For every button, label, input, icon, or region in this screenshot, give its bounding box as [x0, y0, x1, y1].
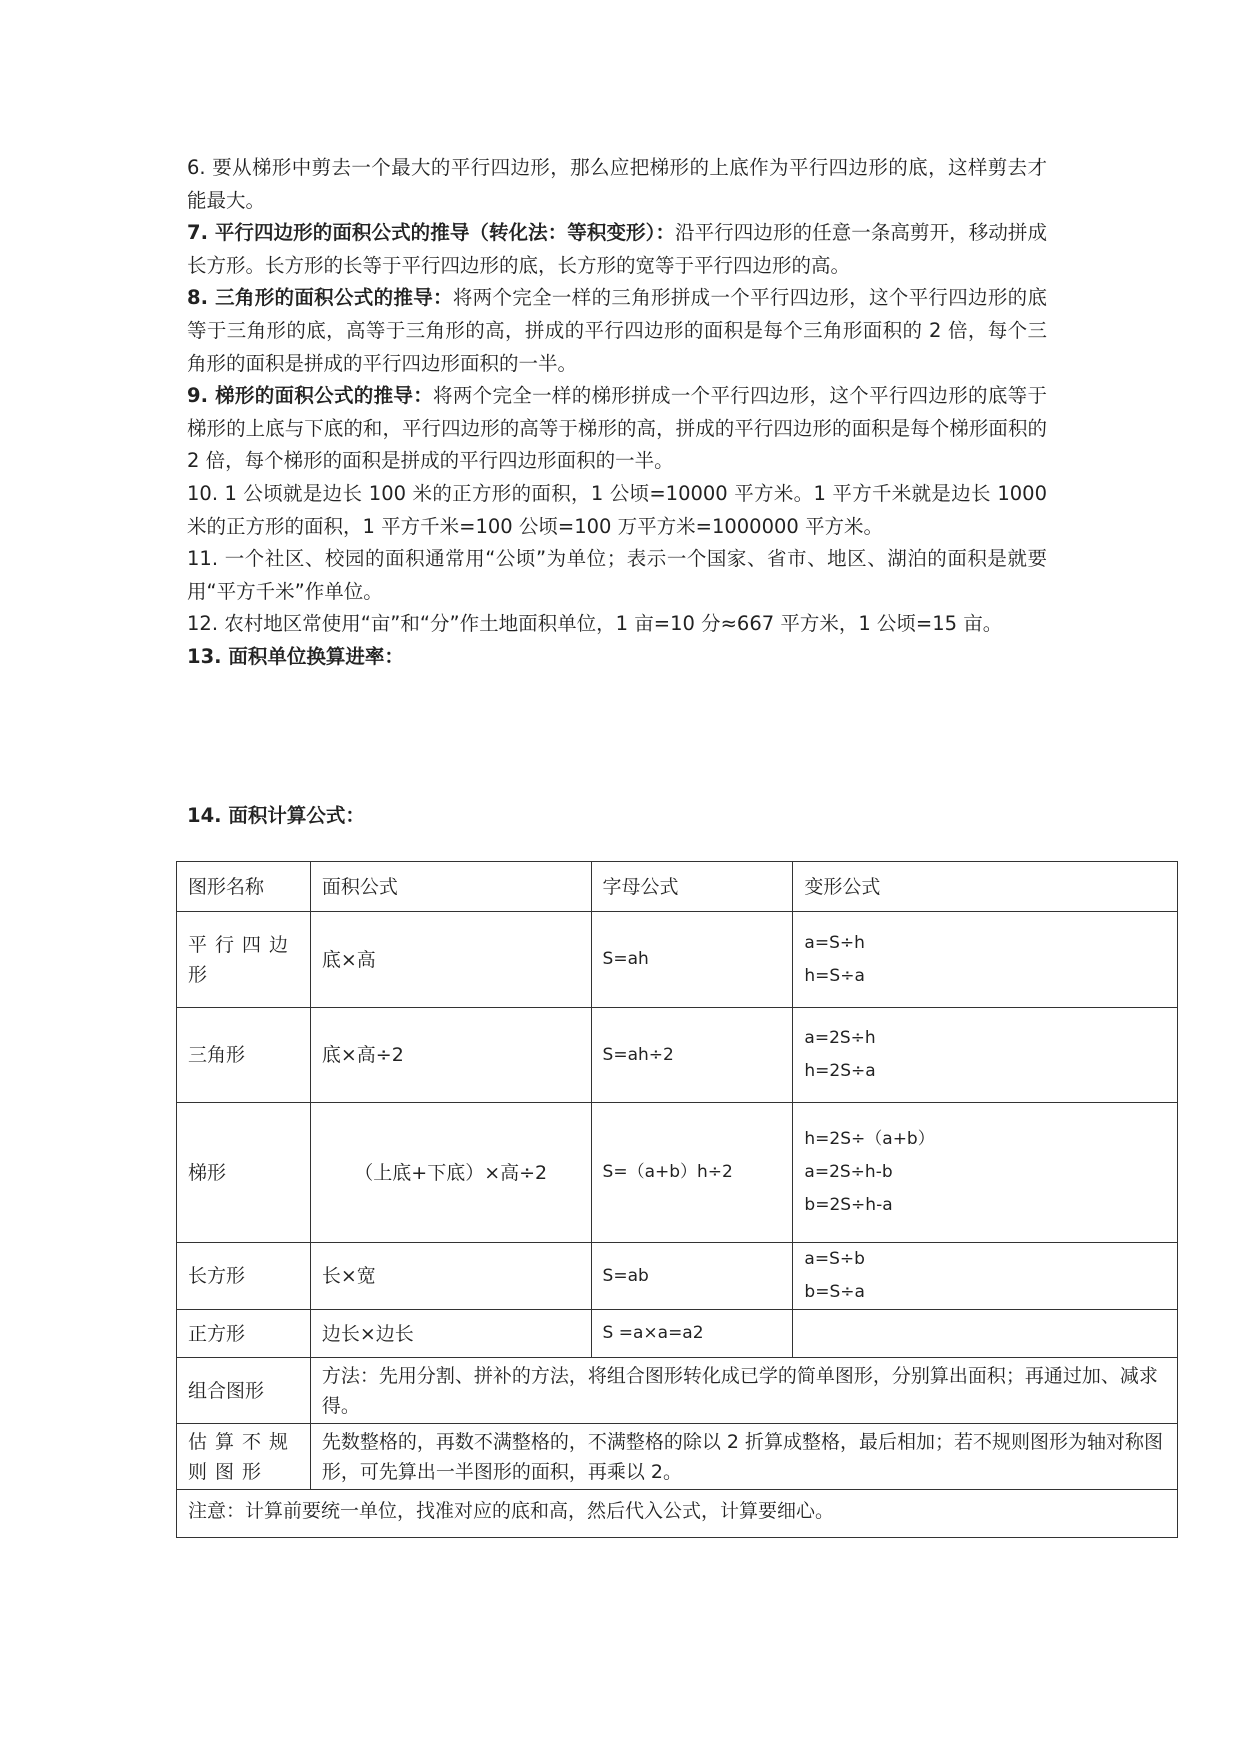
table-row [177, 1310, 1178, 1358]
table-row [177, 1103, 1178, 1243]
shape-name-cell: 平行四边形 [177, 912, 311, 1008]
table-row [177, 1424, 1178, 1490]
variant-line: a=S÷b [804, 1249, 865, 1269]
formula-cell: （上底+下底）×高÷2 [310, 1103, 591, 1243]
variant-formula-cell [793, 1103, 1178, 1243]
main-text [187, 152, 1047, 674]
shape-name-cell: 长方形 [177, 1243, 311, 1310]
letter-formula-cell: S=ab [591, 1243, 793, 1310]
paragraph-6: 6. 要从梯形中剪去一个最大的平行四边形，那么应把梯形的上底作为平行四边形的底，这样剪去才能最大。 [187, 156, 1047, 212]
heading-13: 13. 面积单位换算进率： [187, 644, 404, 668]
variant-line: a=2S÷h [804, 1028, 876, 1048]
paragraph-12: 12. 农村地区常使用“亩”和“分”作土地面积单位，1 亩=10 分≈667 平方米，1 公顷=15 亩。 [187, 612, 1003, 636]
paragraph-11: 11. 一个社区、校园的面积通常用“公顷”为单位；表示一个国家、省市、地区、湖泊的面积是就要用“平方千米”作单位。 [187, 547, 1047, 603]
variant-formula-cell [793, 1310, 1178, 1358]
shape-name-cell: 正方形 [177, 1310, 311, 1358]
area-formula-table [176, 861, 1178, 1538]
variant-line: b=S÷a [804, 1282, 865, 1302]
method-cell: 方法：先用分割、拼补的方法，将组合图形转化成已学的简单图形，分别算出面积；再通过加、减求得。 [310, 1358, 1177, 1424]
letter-formula-cell: S=ah÷2 [591, 1008, 793, 1103]
paragraph-8: 8. 三角形的面积公式的推导：将两个完全一样的三角形拼成一个平行四边形，这个平行四边形的底等于三角形的底，高等于三角形的高，拼成的平行四边形的面积是每个三角形面积的 2 倍，每个三角形的面积是拼成的平行四边形面积的一半。 [187, 286, 1047, 375]
table-note-row [177, 1490, 1178, 1538]
variant-line: a=2S÷h-b [804, 1162, 893, 1182]
formula-cell: 边长×边长 [310, 1310, 591, 1358]
variant-line: h=2S÷a [804, 1061, 876, 1081]
variant-formula-cell [793, 1243, 1178, 1310]
note-cell: 注意：计算前要统一单位，找准对应的底和高，然后代入公式，计算要细心。 [177, 1490, 1178, 1538]
formula-cell: 底×高 [310, 912, 591, 1008]
table-row [177, 912, 1178, 1008]
heading-14: 14. 面积计算公式： [187, 804, 365, 827]
formula-cell: 底×高÷2 [310, 1008, 591, 1103]
table-row [177, 1243, 1178, 1310]
formula-cell: 长×宽 [310, 1243, 591, 1310]
table-header-row [177, 862, 1178, 912]
header-cell: 变形公式 [793, 862, 1178, 912]
paragraph-9: 9. 梯形的面积公式的推导：将两个完全一样的梯形拼成一个平行四边形，这个平行四边形的底等于梯形的上底与下底的和，平行四边形的高等于梯形的高，拼成的平行四边形的面积是每个梯形面积的 2 倍，每个梯形的面积是拼成的平行四边形面积的一半。 [187, 384, 1047, 473]
variant-formula-cell [793, 912, 1178, 1008]
letter-formula-cell: S =a×a=a2 [591, 1310, 793, 1358]
variant-line: h=S÷a [804, 965, 865, 986]
header-cell: 字母公式 [591, 862, 793, 912]
header-cell: 面积公式 [310, 862, 591, 912]
table-row [177, 1008, 1178, 1103]
letter-formula-cell: S=ah [591, 912, 793, 1008]
letter-formula-cell: S=（a+b）h÷2 [591, 1103, 793, 1243]
header-cell: 图形名称 [177, 862, 311, 912]
variant-formula-cell [793, 1008, 1178, 1103]
shape-name-cell: 三角形 [177, 1008, 311, 1103]
table-row [177, 1358, 1178, 1424]
variant-line: a=S÷h [804, 932, 865, 953]
paragraph-7: 7. 平行四边形的面积公式的推导（转化法：等积变形）：沿平行四边形的任意一条高剪开，移动拼成长方形。长方形的长等于平行四边形的底，长方形的宽等于平行四边形的高。 [187, 221, 1047, 277]
shape-name-cell: 梯形 [177, 1103, 311, 1243]
variant-line: b=2S÷h-a [804, 1195, 893, 1215]
paragraph-10: 10. 1 公顷就是边长 100 米的正方形的面积，1 公顷=10000 平方米。1 平方千米就是边长 1000 米的正方形的面积，1 平方千米=100 公顷=100 万平方米=1000000 平方米。 [187, 481, 1047, 538]
shape-name-cell: 估算不规则图形 [177, 1424, 311, 1490]
method-cell: 先数整格的，再数不满整格的，不满整格的除以 2 折算成整格，最后相加；若不规则图形为轴对称图形，可先算出一半图形的面积，再乘以 2。 [310, 1424, 1177, 1490]
shape-name-cell: 组合图形 [177, 1358, 311, 1424]
variant-line: h=2S÷（a+b） [804, 1129, 935, 1149]
